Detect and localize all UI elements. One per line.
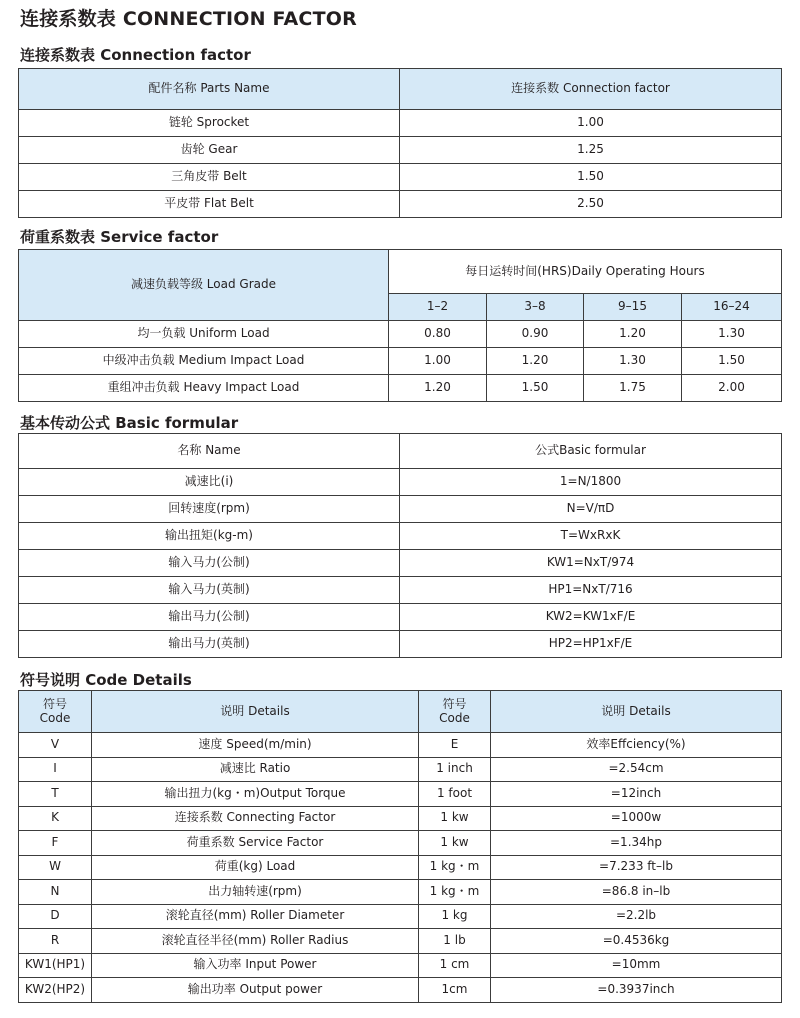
header-code-2: 符号 Code <box>419 691 491 733</box>
table-cell: =10mm <box>491 953 782 978</box>
table-row <box>19 855 782 880</box>
header-formula: 公式Basic formular <box>400 434 782 469</box>
table-cell: KW1=NxT/974 <box>400 550 782 577</box>
table-cell: 0.80 <box>389 321 487 348</box>
header-hours-col: 1–2 <box>389 294 487 321</box>
table-cell: =2.2lb <box>491 904 782 929</box>
table-cell: 2.00 <box>682 375 782 402</box>
table-row <box>19 904 782 929</box>
table-cell: 1.00 <box>389 348 487 375</box>
table-cell: 1.25 <box>400 137 782 164</box>
table-cell: 重组冲击负载 Heavy Impact Load <box>19 375 389 402</box>
header-code-1: 符号 Code <box>19 691 92 733</box>
table-cell: 输入马力(英制) <box>19 577 400 604</box>
table-row <box>19 782 782 807</box>
table-cell: D <box>19 904 92 929</box>
table-cell: HP2=HP1xF/E <box>400 631 782 658</box>
table-cell: 输出扭力(kg・m)Output Torque <box>92 782 419 807</box>
table-row <box>19 953 782 978</box>
service-factor-table <box>18 249 782 402</box>
table-row <box>19 577 782 604</box>
table-cell: 1.75 <box>584 375 682 402</box>
table-row <box>19 523 782 550</box>
table-cell: 1cm <box>419 978 491 1003</box>
header-daily-operating-hours: 每日运转时间(HRS)Daily Operating Hours <box>389 250 782 294</box>
table-cell: KW2(HP2) <box>19 978 92 1003</box>
table-cell: 1.20 <box>487 348 584 375</box>
table-cell: 1.50 <box>400 164 782 191</box>
table-cell: 1.20 <box>389 375 487 402</box>
table-cell: R <box>19 929 92 954</box>
table-cell: 1 kg・m <box>419 880 491 905</box>
table-row <box>19 929 782 954</box>
table-cell: 输入马力(公制) <box>19 550 400 577</box>
table-cell: 平皮带 Flat Belt <box>19 191 400 218</box>
table-row <box>19 496 782 523</box>
table-row <box>19 321 782 348</box>
table-row <box>19 110 782 137</box>
table-cell: 输出马力(公制) <box>19 604 400 631</box>
table-row <box>19 348 782 375</box>
table-cell: T=WxRxK <box>400 523 782 550</box>
table-row <box>19 757 782 782</box>
table-cell: 效率Effciency(%) <box>491 733 782 758</box>
table-cell: 1 lb <box>419 929 491 954</box>
table-cell: 减速比 Ratio <box>92 757 419 782</box>
table-cell: =0.4536kg <box>491 929 782 954</box>
table-cell: 减速比(i) <box>19 469 400 496</box>
table-row <box>19 550 782 577</box>
table-cell: 三角皮带 Belt <box>19 164 400 191</box>
table-cell: 速度 Speed(m/min) <box>92 733 419 758</box>
table-cell: 1 kg・m <box>419 855 491 880</box>
table-cell: =1000w <box>491 806 782 831</box>
basic-formular-heading: 基本传动公式 Basic formular <box>20 414 239 432</box>
table-cell: N=V/πD <box>400 496 782 523</box>
table-cell: E <box>419 733 491 758</box>
table-cell: 1=N/1800 <box>400 469 782 496</box>
table-row <box>19 831 782 856</box>
table-cell: 0.90 <box>487 321 584 348</box>
table-cell: K <box>19 806 92 831</box>
table-cell: 荷重系数 Service Factor <box>92 831 419 856</box>
basic-formular-table <box>18 433 782 658</box>
header-load-grade: 减速负载等级 Load Grade <box>19 250 389 321</box>
table-cell: =86.8 in–lb <box>491 880 782 905</box>
table-cell: 输入功率 Input Power <box>92 953 419 978</box>
service-factor-heading: 荷重系数表 Service factor <box>20 228 219 246</box>
table-cell: 链轮 Sprocket <box>19 110 400 137</box>
table-cell: 中级冲击负载 Medium Impact Load <box>19 348 389 375</box>
header-details-2: 说明 Details <box>491 691 782 733</box>
table-cell: 1.20 <box>584 321 682 348</box>
table-row <box>19 978 782 1003</box>
header-connection-factor: 连接系数 Connection factor <box>400 69 782 110</box>
table-cell: 2.50 <box>400 191 782 218</box>
table-cell: =1.34hp <box>491 831 782 856</box>
connection-factor-heading: 连接系数表 Connection factor <box>20 46 251 64</box>
header-hours-col: 3–8 <box>487 294 584 321</box>
table-cell: 出力轴转速(rpm) <box>92 880 419 905</box>
table-cell: 连接系数 Connecting Factor <box>92 806 419 831</box>
table-cell: V <box>19 733 92 758</box>
table-row <box>19 880 782 905</box>
page-title: 连接系数表 CONNECTION FACTOR <box>20 8 357 30</box>
table-cell: 均一负载 Uniform Load <box>19 321 389 348</box>
table-cell: 1 kg <box>419 904 491 929</box>
table-cell: 1.30 <box>584 348 682 375</box>
table-row <box>19 733 782 758</box>
table-cell: 滚轮直径半径(mm) Roller Radius <box>92 929 419 954</box>
table-row <box>19 164 782 191</box>
table-cell: 滚轮直径(mm) Roller Diameter <box>92 904 419 929</box>
table-cell: 1.00 <box>400 110 782 137</box>
table-cell: 1 foot <box>419 782 491 807</box>
table-cell: 1 kw <box>419 806 491 831</box>
table-cell: HP1=NxT/716 <box>400 577 782 604</box>
header-hours-col: 9–15 <box>584 294 682 321</box>
table-cell: 输出马力(英制) <box>19 631 400 658</box>
table-row <box>19 375 782 402</box>
table-cell: T <box>19 782 92 807</box>
header-name: 名称 Name <box>19 434 400 469</box>
connection-factor-table <box>18 68 782 218</box>
table-row <box>19 631 782 658</box>
table-cell: =12inch <box>491 782 782 807</box>
table-row <box>19 137 782 164</box>
table-cell: 1.50 <box>682 348 782 375</box>
table-row <box>19 604 782 631</box>
table-cell: I <box>19 757 92 782</box>
table-cell: KW1(HP1) <box>19 953 92 978</box>
table-cell: W <box>19 855 92 880</box>
table-cell: 荷重(kg) Load <box>92 855 419 880</box>
header-hours-col: 16–24 <box>682 294 782 321</box>
table-cell: 回转速度(rpm) <box>19 496 400 523</box>
table-row <box>19 806 782 831</box>
table-cell: 1 inch <box>419 757 491 782</box>
table-cell: 1 kw <box>419 831 491 856</box>
header-parts-name: 配件名称 Parts Name <box>19 69 400 110</box>
table-cell: F <box>19 831 92 856</box>
table-cell: 齿轮 Gear <box>19 137 400 164</box>
table-row <box>19 191 782 218</box>
table-row <box>19 469 782 496</box>
code-details-table <box>18 690 782 1003</box>
table-cell: 1 cm <box>419 953 491 978</box>
table-cell: 1.50 <box>487 375 584 402</box>
table-cell: 输出功率 Output power <box>92 978 419 1003</box>
table-cell: =0.3937inch <box>491 978 782 1003</box>
table-cell: N <box>19 880 92 905</box>
table-cell: =7.233 ft–lb <box>491 855 782 880</box>
table-cell: KW2=KW1xF/E <box>400 604 782 631</box>
code-details-heading: 符号说明 Code Details <box>20 671 192 689</box>
header-details-1: 说明 Details <box>92 691 419 733</box>
table-cell: =2.54cm <box>491 757 782 782</box>
table-cell: 1.30 <box>682 321 782 348</box>
table-cell: 输出扭矩(kg-m) <box>19 523 400 550</box>
